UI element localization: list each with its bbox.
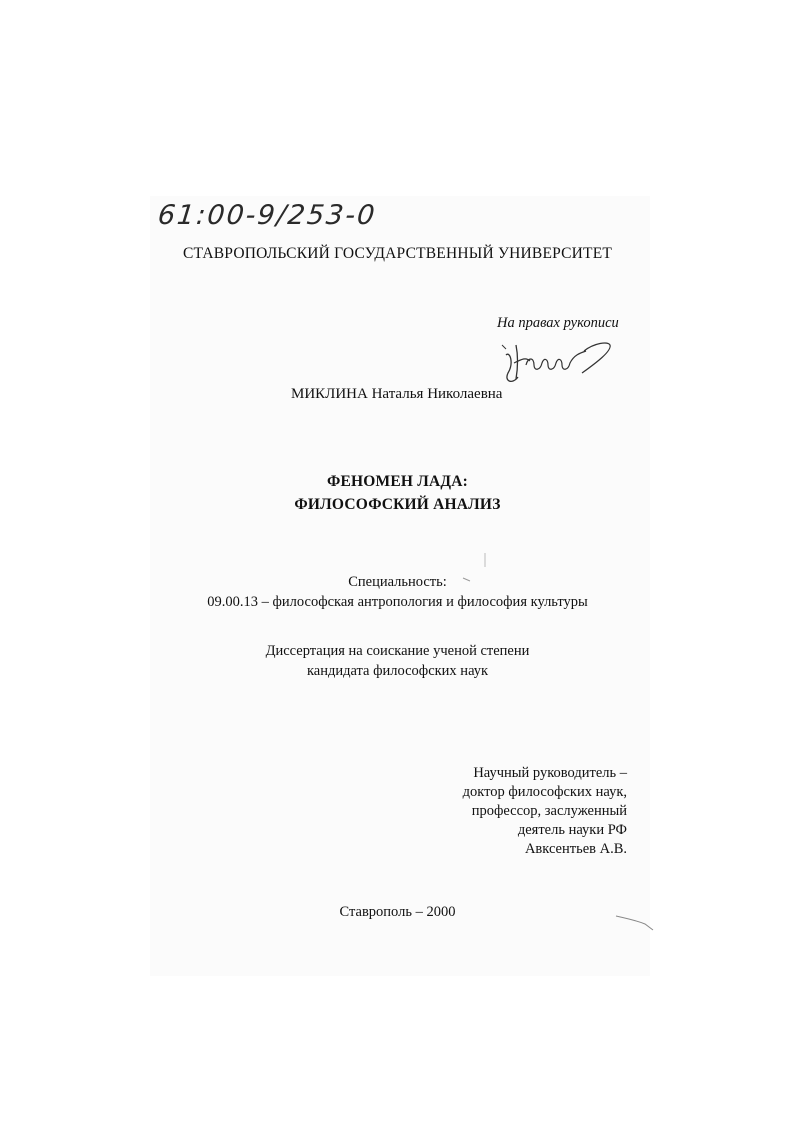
archive-stamp-number: 61:00-9/253-0 bbox=[156, 200, 378, 231]
title-line: ФИЛОСОФСКИЙ АНАЛИЗ bbox=[294, 496, 501, 513]
scan-artifact bbox=[615, 912, 655, 932]
degree-line: кандидата философских наук bbox=[306, 663, 489, 679]
advisor-line: Авксентьев А.В. bbox=[524, 841, 627, 857]
author-name: МИКЛИНА Наталья Николаевна bbox=[291, 386, 503, 402]
title-line: ФЕНОМЕН ЛАДА: bbox=[326, 473, 469, 490]
scientific-advisor bbox=[463, 764, 627, 859]
university-name: СТАВРОПОЛЬСКИЙ ГОСУДАРСТВЕННЫЙ УНИВЕРСИТЕТ bbox=[182, 245, 613, 262]
specialty-block bbox=[0, 572, 795, 612]
advisor-line: Научный руководитель – bbox=[473, 765, 627, 781]
advisor-line: деятель науки РФ bbox=[517, 822, 627, 838]
specialty-label: Специальность: bbox=[348, 574, 447, 590]
scan-artifact bbox=[462, 576, 476, 582]
handwritten-signature bbox=[496, 333, 616, 391]
advisor-line: доктор философских наук, bbox=[462, 784, 627, 800]
advisor-line: профессор, заслуженный bbox=[471, 803, 627, 819]
city-and-year: Ставрополь – 2000 bbox=[339, 904, 456, 920]
specialty-value: 09.00.13 – философская антропология и философия культуры bbox=[207, 594, 588, 610]
degree-line: Диссертация на соискание ученой степени bbox=[265, 643, 530, 659]
degree-statement bbox=[0, 641, 795, 681]
manuscript-note: На правах рукописи bbox=[497, 315, 619, 331]
scan-artifact bbox=[482, 552, 488, 568]
dissertation-title bbox=[0, 470, 795, 516]
